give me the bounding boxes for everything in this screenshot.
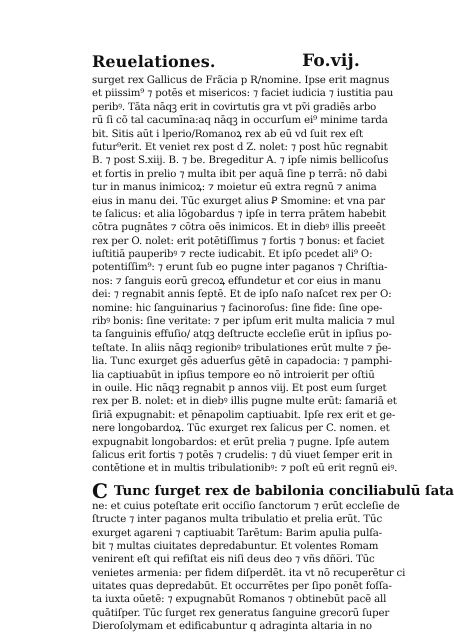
text-line: in ouile. Hic nāqꝫ regnabit p annos viij. Et post eum ſurget xyxy=(92,382,387,394)
text-line: et fortis in prelio ⁊ multa ibit per aquā ſine p terrā: nō dabi xyxy=(92,168,388,180)
text-line: surget rex Gallicus de Frãcia p R/nomine. Ipse erit magnus xyxy=(92,75,390,86)
text-line: lia. Tunc exurget gēs aduerſus gētē in capadocia: ⁊ pamphi- xyxy=(92,356,393,368)
text-line: B. ⁊ post S.xiij. B. ⁊ be. Bregeditur A. ⁊ ipſe nimis bellicoſus xyxy=(92,155,389,167)
text-line: ta ſanguinis effuſio/ atqꝫ deſtructe eccleſie erūt in ipſius po- xyxy=(92,329,392,341)
text-line: rū ſi cõ tal cacumīna:aq nāqꝫ in occurſum ei⁹ minime tarda xyxy=(92,115,388,127)
text-line: nomine: hic ſanguinarius ⁊ facinoroſus: ſine fide: ſine ope- xyxy=(92,302,383,314)
text-line: ſalicus erit fortis ⁊ potēs ⁊ crudelis: ⁊ dū viuet ſemper erit in xyxy=(92,449,393,461)
running-title: Reuelationes. xyxy=(92,52,216,71)
text-line: iuſtitiā pauperibꝰ ⁊ recte iudicabit. Et ipſo pcedet ali⁹ O: xyxy=(92,249,373,261)
text-line: lia captiuabūt in ipſius tempore eo nō introierit per oſtiū xyxy=(92,369,375,381)
text-line: eius in manu dei. Tūc exurget alius Ꝑ Smomine: et vna par xyxy=(92,195,385,207)
text-line: et piissim⁹ ⁊ potēs et misericos: ⁊ faciet iudicia ⁊ iustitia pau xyxy=(92,88,394,100)
text-line: ribꝰ bonis: ſine veritate: ⁊ per ipſum erit multa malicia ⁊ mul xyxy=(92,316,395,328)
section-start xyxy=(92,478,454,503)
text-line: ſiriā expugnabit: et pēnapolim captiuabit. Ipſe rex erit et ge- xyxy=(92,409,396,421)
folio-number: Fo.vij. xyxy=(302,51,360,71)
text-line: ta iuxta oūetē: ⁊ expugnabūt Romanos ⁊ obtinebūt pacē all xyxy=(92,594,387,606)
text-line: quātiſper. Tūc ſurget rex generatus ſanguine grecorū ſuper xyxy=(92,607,390,619)
text-line: potentiſſim⁹: ⁊ erunt ſub eo pugne inter paganos ⁊ Chriſtia- xyxy=(92,262,388,274)
text-line: nos: ⁊ ſanguis eorū grecoꝝ effundetur et cor eius in manu xyxy=(92,275,382,287)
text-line: dei: ⁊ regnabit annis ſeptē. Et de ipſo naſo naſcet rex per O: xyxy=(92,289,392,301)
text-line: cōtra pugnātes ⁊ cōtra oēs inimicos. Et in diebꝰ illis preeēt xyxy=(92,222,386,234)
text-line: expugnabit longobardos: et erūt prelia ⁊ pugne. Ipſe autem xyxy=(92,436,390,448)
text-line: rex per O. nolet: erit potētiſſimus ⁊ fortis ⁊ bonus: et faciet xyxy=(92,235,385,247)
text-line: teſtate. In aliis nāqꝫ regionibꝰ tribulationes erūt multe ⁊ p̄e- xyxy=(92,342,392,354)
text-line: exurget agareni ⁊ captiuabit Tarētum: Barim apulia pulſa- xyxy=(92,527,383,539)
text-line: te ſalicus: et alia lōgobardus ⁊ ipſe in terra prātem habebit xyxy=(92,208,386,220)
text-line: venirent eſt qui refiſtat eis niſi deus deo ⁊ vñs dño̅ri. Tūc xyxy=(92,554,375,566)
text-line: bit ⁊ multas ciuitates depredabuntur. Et volentes Romam xyxy=(92,540,379,552)
text-line: contētione et in multis tribulationibꝰ: ⁊ poſt eū erit regnū eiꝰ. xyxy=(92,463,398,475)
text-line: rex per B. nolet: et in diebꝰ illis pugne multe erūt: ſamariā et xyxy=(92,396,397,408)
text-line: ne: et cuius poteſtate erit occiſio ſanctorum ⁊ erūt eccleſie de xyxy=(92,500,400,512)
text-line: peribꝰ. Tāta nāqꝫ erit in covirtutis gra vt pv̄i gradiēs arbo xyxy=(92,101,377,113)
text-line: ſtructe ⁊ inter paganos multa tribulatio et prelia erūt. Tūc xyxy=(92,514,383,526)
text-line: bit. Sitis aūt i lperio/Romanoꝝ rex ab eū vd ſuit rex eſt xyxy=(92,128,363,140)
text-line: venietes armenia: per fidem diſperdēt. ita vt nō recuperētur ci xyxy=(92,567,406,579)
text-line: nere longobardoꝝ. Tūc exurget rex ſalicus per C. nomen. et xyxy=(92,423,390,435)
page-header xyxy=(92,44,360,70)
text-block xyxy=(92,74,454,633)
text-line: Dieroſolymam et edificabuntur q adraginta altaria in no xyxy=(92,621,372,633)
text-line: uitates quas depredabūt. Et occurrētes per ſipo ponēt foſſa- xyxy=(92,581,392,593)
text-line: futur⁹erit. Et veniet rex post d Z. nolet: ⁊ post hūc regnabit xyxy=(92,141,388,153)
section-heading-line: Tunc ſurget rex de babilonia conciliabulū ſata xyxy=(113,482,454,499)
drop-cap-initial: C xyxy=(92,478,108,503)
text-line: tur in manus inimicoꝝ: ⁊ moietur eū extra regnū ⁊ anima xyxy=(92,182,377,194)
